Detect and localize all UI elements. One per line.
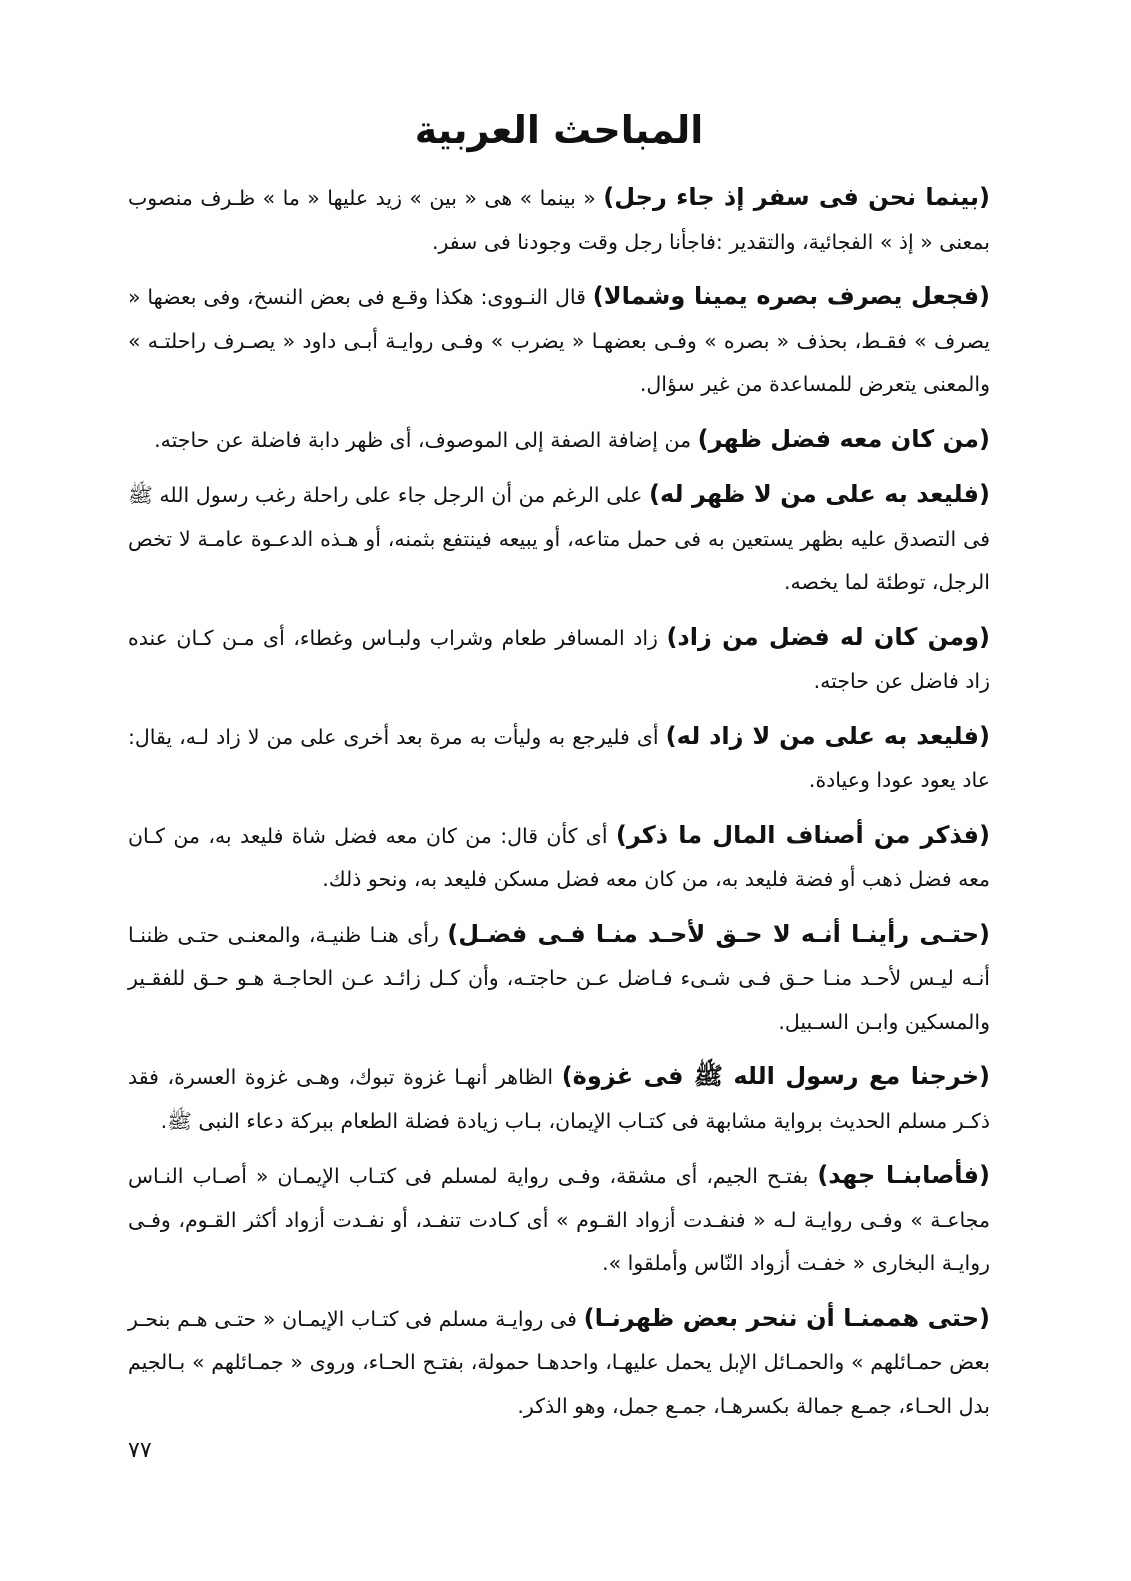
entry-term: (خرجنا مع رسول الله ﷺ فى غزوة)	[561, 1062, 990, 1090]
entry-text: فى روايـة مسلم فى كتـاب الإيمـان « حتـى هـم بنحـر بعض حمـائلهم » والحمـائل الإبل يحمل عليهـا، واحدهـا حمولة، بفتـح الحـاء، وروى « جمـائلهم » بـالجيم بدل الحـاء، جمـع جمالة بكسرهـا، جمـع جمل، وهو الذكر.	[128, 1306, 990, 1418]
entry-term: (حتى هممنـا أن ننحر بعض ظهرنـا)	[583, 1303, 990, 1332]
entry-text: « بينما » هى « بين » زيد عليها « ما » ظـرف منصوب بمعنى « إذ » الفجائية، والتقدير :فاجأنا رجل وقت وجودنا فى سفر.	[128, 186, 990, 254]
entry-term: (فأصابنـا جهد)	[817, 1161, 990, 1189]
entry-paragraph	[128, 1297, 990, 1429]
entry-paragraph	[128, 275, 990, 407]
entry-term: (فذكر من أصناف المال ما ذكر)	[615, 820, 990, 849]
entry-text: بفتـح الجيم، أى مشقة، وفـى رواية لمسلم فى كتـاب الإيمـان « أصـاب النـاس مجاعـة » وفـى روايـة لـه « فنفـدت أزواد القـوم » أى كـادت تنفـد، أو نفـدت أزواد أكثر القـوم، وفـى روايـة البخارى « خفـت أزواد النّاس وأملقوا ».	[128, 1164, 990, 1275]
entry-term: (حتـى رأينـا أنـه لا حـق لأحـد منـا فـى فضـل)	[447, 919, 990, 948]
entry-term: (فليعد به على من لا زاد له)	[665, 721, 990, 750]
entry-paragraph	[128, 176, 990, 264]
entry-text: أى كأن قال: من كان معه فضل شاة فليعد به، من كـان معه فضل ذهب أو فضة فليعد به، من كان معه فضل مسكن فليعد به، ونحو ذلك.	[128, 823, 990, 891]
entry-text: الظاهر أنهـا غزوة تبوك، وهـى غزوة العسرة، فقد ذكـر مسلم الحديث برواية مشابهة فى كتـاب الإيمان، بـاب زيادة فضلة الطعام ببركة دعاء النبى ﷺ.	[128, 1065, 990, 1133]
entry-term: (فجعل يصرف بصره يمينا وشمالا)	[592, 282, 990, 310]
entry-text: على الرغم من أن الرجل جاء على راحلة رغب رسول الله ﷺ فى التصدق عليه بظهر يستعين به فى حمل متاعه، أو يبيعه فينتفع بثمنه، أو هـذه الدعـوة عامـة لا تخص الرجل، توطئة لما يخصه.	[128, 483, 990, 594]
entry-text: أى فليرجع به وليأت به مرة بعد أخرى على من لا زاد لـه، يقال: عاد يعود عودا وعيادة.	[128, 724, 990, 792]
entry-text: رأى هنـا ظنيـة، والمعنـى حتـى ظننـا أنـه ليـس لأحـد منـا حـق فـى شـىء فـاضل عـن حاجتـه، وأن كـل زائـد عـن الحاجـة هـو حـق للفقـير والمسكين وابـن السـبيل.	[128, 922, 990, 1034]
entry-text: زاد المسافر طعام وشراب ولبـاس وغطاء، أى مـن كـان عنده زاد فاضل عن حاجته.	[128, 625, 990, 693]
entry-text: من إضافة الصفة إلى الموصوف، أى ظهر دابة فاضلة عن حاجته.	[154, 427, 692, 452]
entry-text: قال النـووى: هكذا وقـع فى بعض النسخ، وفى بعضها « يصرف » فقـط، بحذف « بصره » وفـى بعضهـا « يضرب » وفـى روايـة أبـى داود « يصـرف راحلتـه » والمعنى يتعرض للمساعدة من غير سؤال.	[128, 285, 990, 396]
entry-paragraph	[128, 814, 990, 902]
entry-term: (بينما نحن فى سفر إذ جاء رجل)	[603, 183, 990, 211]
entry-paragraph	[128, 1154, 990, 1286]
entry-paragraph	[128, 473, 990, 605]
entry-paragraph	[128, 418, 990, 463]
entry-paragraph	[128, 1055, 990, 1143]
page-number: ٧٧	[128, 1438, 152, 1463]
entry-paragraph	[128, 715, 990, 803]
entry-term: (من كان معه فضل ظهر)	[697, 424, 990, 453]
document-page	[128, 100, 990, 1540]
entry-paragraph	[128, 616, 990, 704]
entry-paragraph	[128, 913, 990, 1045]
entry-term: (فليعد به على من لا ظهر له)	[649, 480, 990, 508]
page-title: المباحث العربية	[414, 108, 704, 152]
entry-term: (ومن كان له فضل من زاد)	[666, 622, 990, 651]
